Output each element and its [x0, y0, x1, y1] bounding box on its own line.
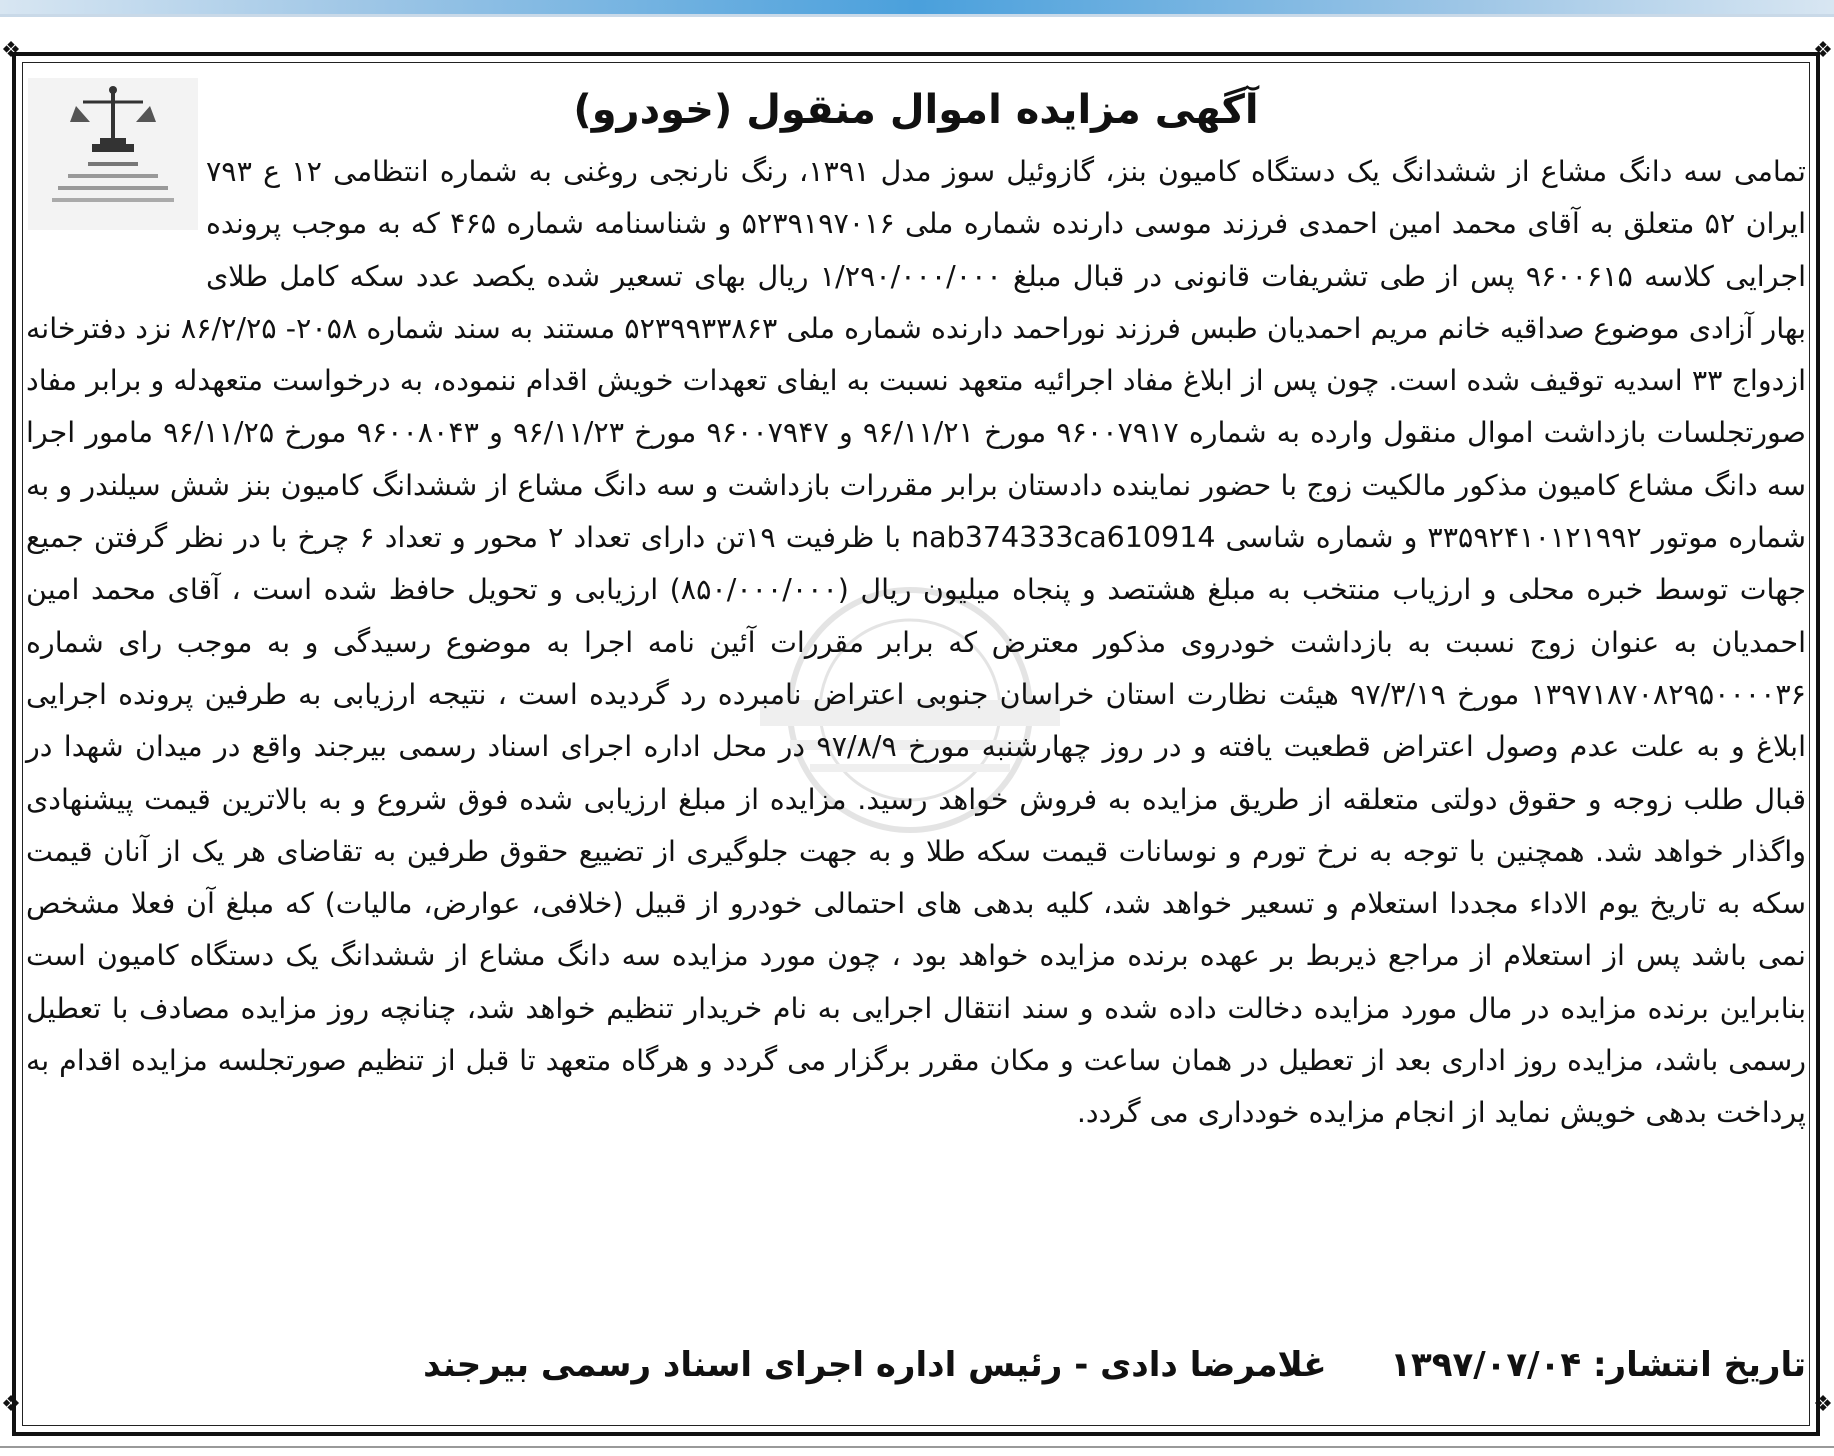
emblem-spacer — [26, 146, 202, 298]
corner-ornament-bottom-left-icon: ❖ — [1, 1392, 21, 1417]
signatory: غلامرضا دادی - رئیس اداره اجرای اسناد رسمی بیرجند — [423, 1345, 1327, 1385]
bottom-rule — [0, 1446, 1834, 1448]
publish-date: تاریخ انتشار: ۱۳۹۷/۰۷/۰۴ — [1390, 1345, 1806, 1385]
corner-ornament-top-left-icon: ❖ — [1, 38, 21, 63]
notice-document — [26, 78, 1806, 1140]
notice-title: آگهی مزایده اموال منقول (خودرو) — [573, 87, 1259, 133]
notice-body-text: تمامی سه دانگ مشاع از ششدانگ یک دستگاه کامیون بنز، گازوئیل سوز مدل ۱۳۹۱، رنگ نارنجی روغنی به شماره انتظامی ۱۲ ع ۷۹۳ ایران ۵۲ متعلق به آقای محمد امین احمدی فرزند موسی دارنده شماره ملی ۵۲۳۹۱۹۷۰۱۶ و شناسنامه شماره ۴۶۵ که به موجب پرونده اجرایی کلاسه ۹۶۰۰۶۱۵ پس از طی تشریفات قانونی در قبال مبلغ ۱/۲۹۰/۰۰۰/۰۰۰ ریال بهای تسعیر شده یکصد عدد سکه کامل طلای بهار آزادی موضوع صداقیه خانم مریم احمدیان طبس فرزند نوراحمد دارنده شماره ملی ۵۲۳۹۹۳۳۸۶۳ مستند به سند شماره ۲۰۵۸- ۸۶/۲/۲۵ نزد دفترخانه ازدواج ۳۳ اسدیه توقیف شده است. چون پس از ابلاغ مفاد اجرائیه متعهد نسبت به ایفای تعهدات خویش اقدام ننموده، به درخواست متعهدله و برابر مفاد صورتجلسات بازداشت اموال منقول وارده به شماره ۹۶۰۰۷۹۱۷ مورخ ۹۶/۱۱/۲۱ و ۹۶۰۰۷۹۴۷ مورخ ۹۶/۱۱/۲۳ و ۹۶۰۰۸۰۴۳ مورخ ۹۶/۱۱/۲۵ مامور اجرا سه دانگ مشاع کامیون مذکور مالکیت زوج با حضور نماینده دادستان برابر مقررات بازداشت و سه دانگ مشاع از ششدانگ کامیون بنز شش سیلندر و به شماره موتور ۳۳۵۹۲۴۱۰۱۲۱۹۹۲ و شماره شاسی nab374333ca610914 با ظرفیت ۱۹تن دارای تعداد ۲ محور و تعداد ۶ چرخ با در نظر گرفتن جمیع جهات توسط خبره محلی و ارزیاب منتخب به مبلغ هشتصد و پنجاه میلیون ریال (۸۵۰/۰۰۰/۰۰۰) ارزیابی و تحویل حافظ شده است ، آقای محمد امین احمدیان به عنوان زوج نسبت به بازداشت خودروی مذکور معترض که برابر مقررات آئین نامه اجرا به موضوع رسیدگی و به موجب رای شماره ۱۳۹۷۱۸۷۰۸۲۹۵۰۰۰۰۳۶ مورخ ۹۷/۳/۱۹ هیئت نظارت استان خراسان جنوبی اعتراض نامبرده رد گردیده است ، نتیجه ارزیابی به طرفین پرونده اجرایی ابلاغ و به علت عدم وصول اعتراض قطعیت یافته و در روز چهارشنبه مورخ ۹۷/۸/۹ در محل اداره اجرای اسناد رسمی بیرجند واقع در میدان شهدا در قبال طلب زوجه و حقوق دولتی متعلقه از طریق مزایده به فروش خواهد رسید. مزایده از مبلغ ارزیابی شده فوق شروع و به بالاترین قیمت پیشنهادی واگذار خواهد شد. همچنین با توجه به نرخ تورم و نوسانات قیمت سکه طلا و به جهت جلوگیری از تضییع حقوق طرفین به تقاضای هر یک از آنان قیمت سکه به تاریخ یوم الاداء مجددا استعلام و تسعیر خواهد شد، کلیه بدهی های احتمالی خودرو از قبیل (خلافی، عوارض، مالیات) که مبلغ آن فعلا مشخص نمی باشد پس از استعلام از مراجع ذیربط بر عهده برنده مزایده خواهد بود ، چون مورد مزایده سه دانگ مشاع از ششدانگ یک دستگاه کامیون است بنابراین برنده مزایده در مال مورد مزایده دخالت داده شده و سند انتقال اجرایی به نام خریدار تنظیم خواهد شد، چنانچه روز مزایده مصادف با تعطیل رسمی باشد، مزایده روز اداری بعد از تعطیل در همان ساعت و مکان مقرر برگزار می گردد و هرگاه متعهد تا قبل از تنظیم صورتجلسه مزایده اقدام به پرداخت بدهی خویش نماید از انجام مزایده خودداری می گردد. — [26, 155, 1807, 1130]
notice-body — [26, 146, 1806, 1140]
corner-ornament-top-right-icon: ❖ — [1813, 38, 1833, 63]
corner-ornament-bottom-right-icon: ❖ — [1813, 1392, 1833, 1417]
top-strip-line — [0, 14, 1834, 17]
notice-footer — [26, 1335, 1806, 1395]
top-color-strip — [0, 0, 1834, 14]
